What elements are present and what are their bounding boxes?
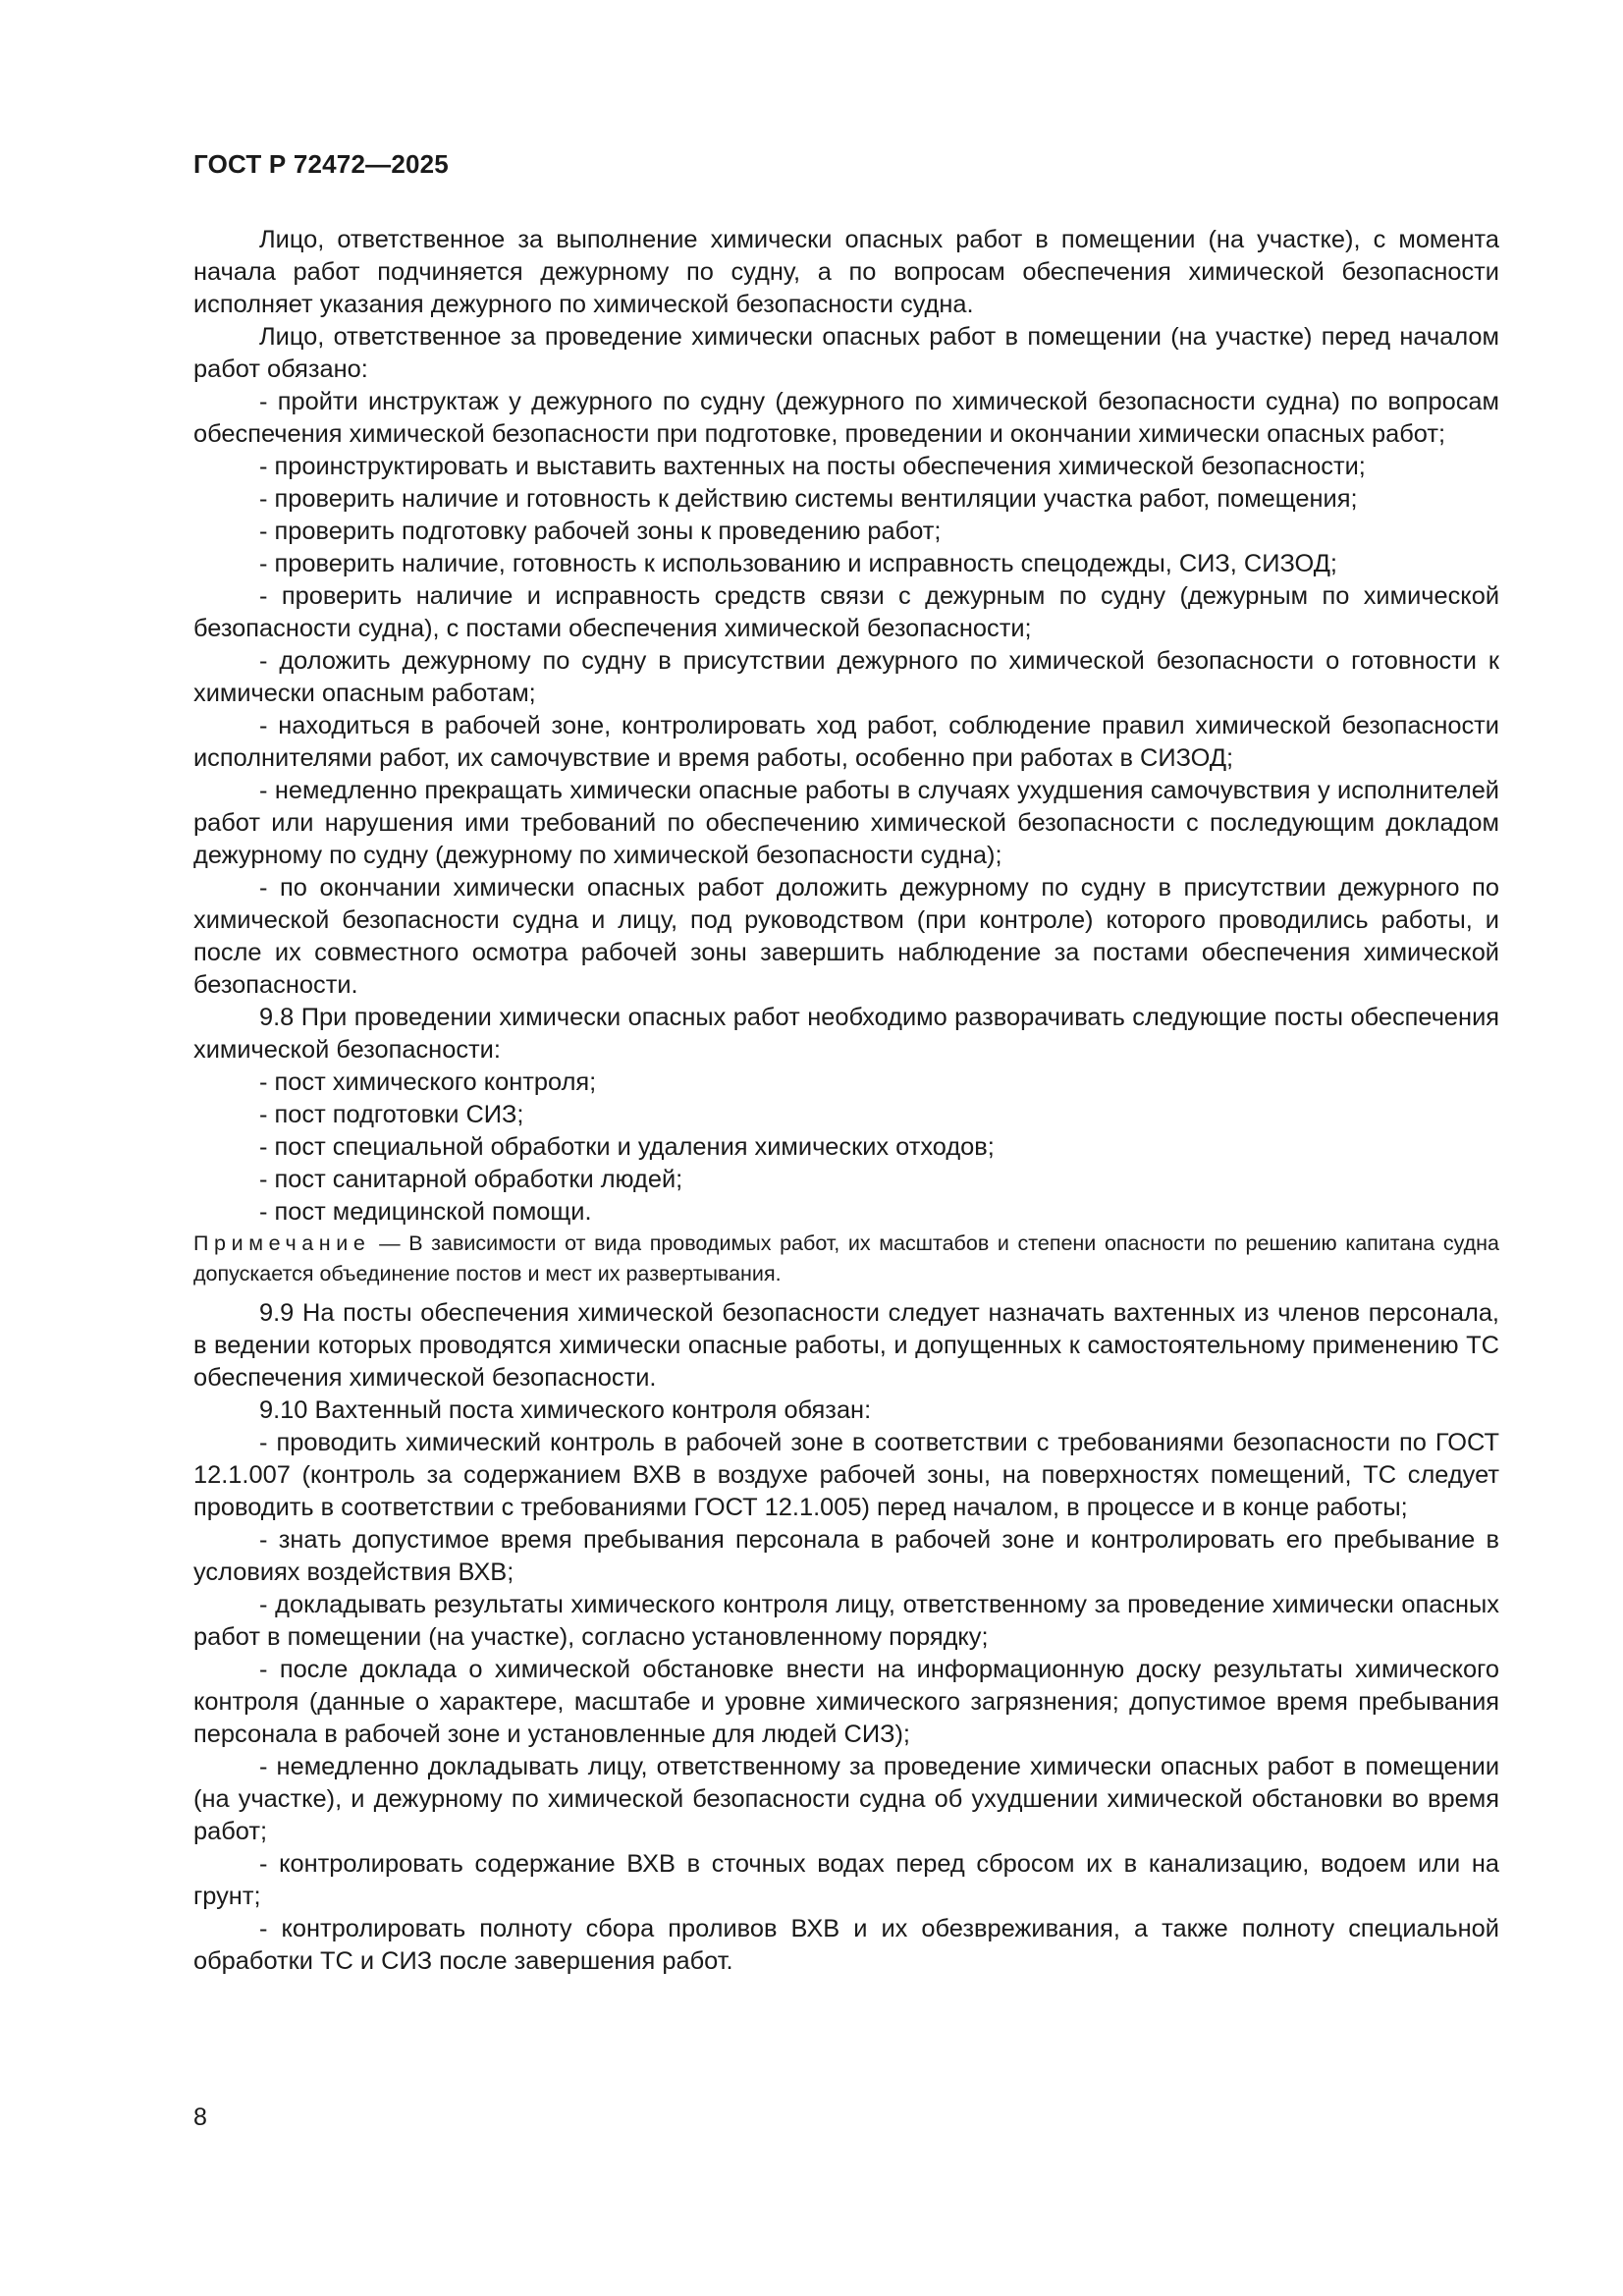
list-item: - проводить химический контроль в рабочей зоне в соответствии с требованиями безопасности по ГОСТ 12.1.007 (контроль за содержанием ВХВ в воздухе рабочей зоны, на поверхностях помещений, ТС следует проводить в соответствии с требованиями ГОСТ 12.1.005) перед началом, в процессе и в конце работы; [193,1429,1499,1521]
list-item: - знать допустимое время пребывания персонала в рабочей зоне и контролировать его пребывание в условиях воздействия ВХВ; [193,1526,1499,1586]
list-item: - по окончании химически опасных работ доложить дежурному по судну в присутствии дежурного по химической безопасности судна и лицу, под руководством (при контроле) которого проводились работы, и после их совместного осмотра рабочей зоны завершить наблюдение за постами обеспечения химической безопасности. [193,874,1499,999]
list-item: - пост подготовки СИЗ; [259,1101,524,1128]
note-text: — В зависимости от вида проводимых работ, их масштабов и степени опасности по решению капитана судна допускается объединение постов и мест их развертывания. [193,1231,1499,1285]
document-body [193,224,1499,1978]
list-item: - контролировать полноту сбора проливов ВХВ и их обезвреживания, а также полноту специальной обработки ТС и СИЗ после завершения работ. [193,1915,1499,1975]
list-item: - пост медицинской помощи. [259,1198,592,1226]
list-item: - проинструктировать и выставить вахтенных на посты обеспечения химической безопасности; [259,453,1366,480]
paragraph: Лицо, ответственное за выполнение химически опасных работ в помещении (на участке), с момента начала работ подчиняется дежурному по судну, а по вопросам обеспечения химической безопасности исполняет указания дежурного по химической безопасности судна. [193,226,1499,318]
page-number: 8 [193,2104,207,2131]
list-item: - проверить наличие, готовность к использованию и исправность спецодежды, СИЗ, СИЗОД; [259,550,1337,577]
clause-9-10: 9.10 Вахтенный поста химического контроля обязан: [259,1396,872,1424]
list-item: - доложить дежурному по судну в присутствии дежурного по химической безопасности о готовности к химически опасным работам; [193,647,1499,707]
list-item: - пост специальной обработки и удаления химических отходов; [259,1133,995,1161]
list-item: - находиться в рабочей зоне, контролировать ход работ, соблюдение правил химической безопасности исполнителями работ, их самочувствие и время работы, особенно при работах в СИЗОД; [193,712,1499,772]
list-item: - немедленно докладывать лицу, ответственному за проведение химически опасных работ в помещении (на участке), и дежурному по химической безопасности судна об ухудшении химической обстановки во время работ; [193,1753,1499,1845]
list-item: - пройти инструктаж у дежурного по судну (дежурного по химической безопасности судна) по вопросам обеспечения химической безопасности при подготовке, проведении и окончании химически опасных работ; [193,388,1499,448]
clause-9-8: 9.8 При проведении химически опасных работ необходимо разворачивать следующие посты обеспечения химической безопасности: [193,1004,1499,1064]
list-item: - докладывать результаты химического контроля лицу, ответственному за проведение химически опасных работ в помещении (на участке), согласно установленному порядку; [193,1591,1499,1651]
list-item: - проверить подготовку рабочей зоны к проведению работ; [259,518,942,545]
list-item: - проверить наличие и исправность средств связи с дежурным по судну (дежурным по химической безопасности судна), с постами обеспечения химической безопасности; [193,582,1499,642]
list-item: - немедленно прекращать химически опасные работы в случаях ухудшения самочувствия у исполнителей работ или нарушения ими требований по обеспечению химической безопасности с последующим докладом дежурному по судну (дежурному по химической безопасности судна); [193,777,1499,869]
paragraph: Лицо, ответственное за проведение химически опасных работ в помещении (на участке) перед началом работ обязано: [193,323,1499,383]
list-item: - после доклада о химической обстановке внести на информационную доску результаты химического контроля (данные о характере, масштабе и уровне химического загрязнения; допустимое время пребывания персонала в рабочей зоне и установленные для людей СИЗ); [193,1656,1499,1748]
list-item: - пост химического контроля; [259,1068,597,1096]
clause-9-9: 9.9 На посты обеспечения химической безопасности следует назначать вахтенных из членов персонала, в ведении которых проводятся химически опасные работы, и допущенных к самостоятельному применению ТС обеспечения химической безопасности. [193,1299,1499,1392]
note [193,1229,1499,1289]
note-label: Примечание [193,1231,371,1255]
list-item: - пост санитарной обработки людей; [259,1166,683,1193]
list-item: - проверить наличие и готовность к действию системы вентиляции участка работ, помещения; [259,485,1358,513]
standard-code-header: ГОСТ Р 72472—2025 [193,149,449,179]
list-item: - контролировать содержание ВХВ в сточных водах перед сбросом их в канализацию, водоем или на грунт; [193,1850,1499,1910]
